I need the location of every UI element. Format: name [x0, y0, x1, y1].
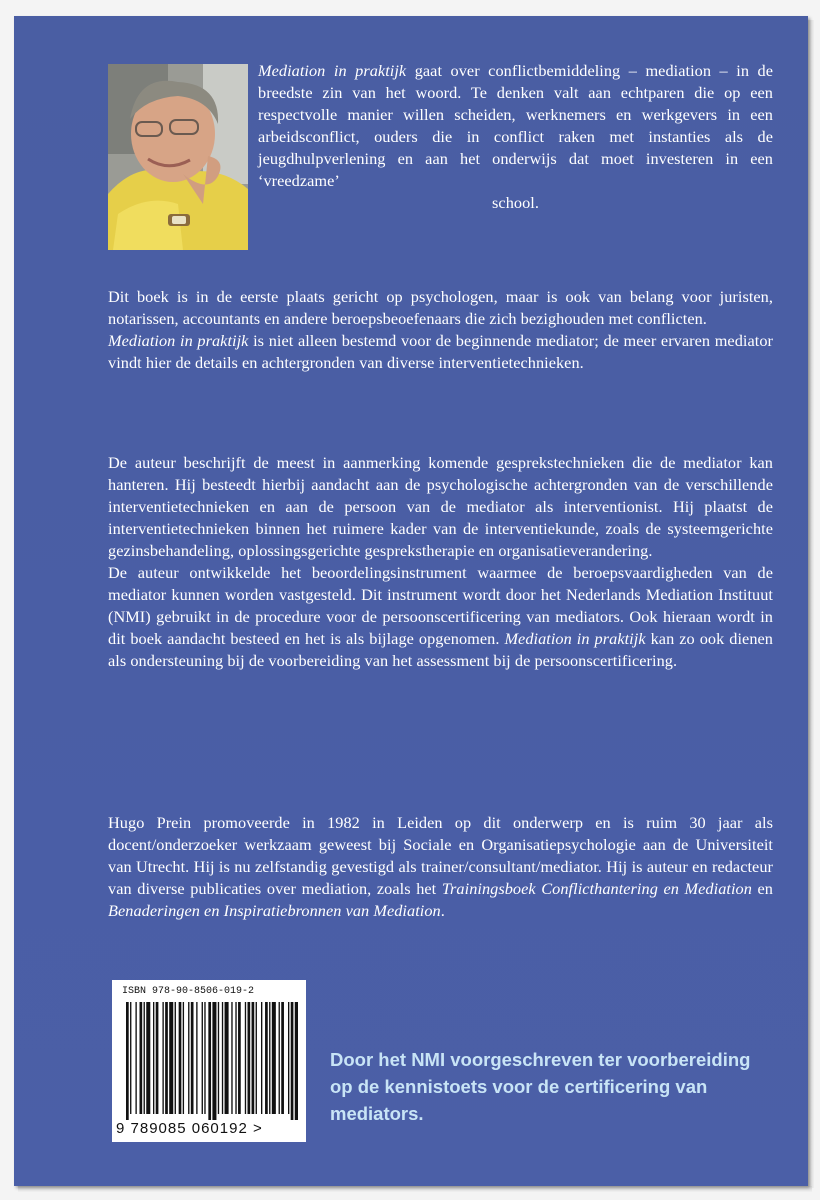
- barcode-bar: [179, 1002, 182, 1114]
- barcode-bar: [188, 1002, 189, 1114]
- barcode-bar: [225, 1002, 229, 1114]
- book1-title-italic: Trainingsboek Conflicthantering en Mediation: [441, 879, 752, 898]
- intro-paragraph: [258, 60, 773, 214]
- author-text-a: Hugo Prein promoveerde in 1982 in Leiden op dit onderwerp en is ruim 30 jaar als docent/onderzoeker werkzaam geweest bij Sociale en Organisatiepsychologie aan de Universiteit van Utrecht. Hij is nu zelfstandig gevestigd als trainer/consultant/mediator. Hij is auteur en redacteur van diverse publicaties over mediation, zoals het: [108, 813, 773, 898]
- content-text-c: kan zo ook dienen als ondersteuning bij de voorbereiding van het assessment bij de persoonscertificering.: [108, 629, 773, 670]
- page-edge-right: [808, 20, 814, 1188]
- tagline: Door het NMI voorgeschreven ter voorbereiding op de kennistoets voor de certificering van mediators.: [330, 1049, 751, 1124]
- barcode-bar: [191, 1002, 194, 1114]
- barcode-bar: [140, 1002, 143, 1114]
- content-paragraph: [108, 452, 773, 672]
- barcode-bar: [238, 1002, 241, 1114]
- barcode-bar: [183, 1002, 184, 1114]
- barcode-bar: [245, 1002, 246, 1114]
- barcode-bar: [202, 1002, 203, 1114]
- intro-last-line: school.: [492, 193, 539, 212]
- barcode-bar: [156, 1002, 159, 1114]
- barcode-bar: [261, 1002, 262, 1114]
- barcode-bar: [252, 1002, 255, 1114]
- barcode-bar: [212, 1002, 216, 1120]
- author-photo: [108, 64, 248, 250]
- barcode-bar: [265, 1002, 268, 1114]
- intro-text: gaat over conflictbemiddeling – mediation – in de breedste zin van het woord. Te denken valt aan echtparen die op een respectvolle manier willen scheiden, werknemers en werkgevers in een arbeidsconflict, ouders die in conflict raken met instanties als de jeugdhulpverlening en aan het onderwijs dat moet investeren in een ‘vreedzame’: [258, 61, 773, 190]
- content-text-a: De auteur beschrijft de meest in aanmerking komende gesprekstechnieken die de mediator kan hanteren. Hij besteedt hierbij aandacht aan de psychologische achtergronden van de verschillende interventietechnieken en aan de persoon van de mediator als interventionist. Hij plaatst de interventietechnieken binnen het ruimere kader van de interventiekunde, zoals de systeemgerichte gezinsbehandeling, oplossingsgerichte gesprekstherapie en organisatieverandering.: [108, 453, 773, 560]
- barcode-bar: [165, 1002, 168, 1114]
- isbn-label: ISBN 978-90-8506-019-2: [122, 986, 255, 997]
- barcode-bar: [248, 1002, 251, 1114]
- barcode-bar: [218, 1002, 219, 1114]
- author-text-c: .: [440, 901, 445, 920]
- barcode-bar: [130, 1002, 131, 1114]
- barcode-bar: [222, 1002, 223, 1114]
- barcode-bar: [146, 1002, 150, 1114]
- barcode-bar: [135, 1002, 136, 1114]
- barcode-bar: [169, 1002, 173, 1114]
- barcode-bar: [204, 1002, 205, 1114]
- barcode-bar: [269, 1002, 270, 1114]
- barcode-bar: [208, 1002, 211, 1120]
- barcode-bar: [291, 1002, 294, 1120]
- content-text-b: De auteur ontwikkelde het beoordelingsinstrument waarmee de beroepsvaardigheden van de mediator kunnen worden vastgesteld. Dit instrument wordt door het Nederlands Mediation Instituut (NMI) gebruikt in de procedure voor de persoonscertificering van mediators. Ook hieraan wordt in dit boek aandacht besteed en het is als bijlage opgenomen.: [108, 563, 773, 648]
- barcode-bar: [175, 1002, 176, 1114]
- page-edge-bottom: [18, 1186, 812, 1192]
- barcode-bar: [153, 1002, 154, 1114]
- barcode-bar: [231, 1002, 232, 1114]
- barcode-bar: [256, 1002, 257, 1114]
- book-title-italic: Mediation in praktijk: [108, 331, 249, 350]
- book2-title-italic: Benaderingen en Inspiratiebronnen van Mediation: [108, 901, 441, 920]
- isbn-barcode: [112, 980, 306, 1142]
- audience-paragraph: [108, 286, 773, 374]
- author-text-b: en: [751, 879, 773, 898]
- book-title-italic: Mediation in praktijk: [258, 61, 407, 80]
- barcode-bar: [126, 1002, 129, 1120]
- barcode-bar: [288, 1002, 289, 1114]
- barcode-bar: [162, 1002, 163, 1114]
- barcode-bar: [144, 1002, 145, 1114]
- book-title-italic: Mediation in praktijk: [504, 629, 646, 648]
- barcode-bar: [281, 1002, 284, 1114]
- barcode-bar: [272, 1002, 276, 1114]
- barcode-bar: [235, 1002, 236, 1114]
- barcode-bar: [295, 1002, 298, 1120]
- barcode-bar: [279, 1002, 280, 1114]
- barcode-digits: 9 789085 060192 >: [116, 1120, 263, 1137]
- audience-text-a: Dit boek is in de eerste plaats gericht op psychologen, maar is ook van belang voor juristen, notarissen, accountants en andere beroepsbeoefenaars die zich bezighouden met conflicten.: [108, 287, 773, 328]
- author-paragraph: [108, 812, 773, 922]
- audience-text-b: is niet alleen bestemd voor de beginnende mediator; de meer ervaren mediator vindt hier de details en achtergronden van diverse interventietechnieken.: [108, 331, 773, 372]
- barcode-bar: [196, 1002, 197, 1114]
- barcode-bars: [126, 1002, 298, 1120]
